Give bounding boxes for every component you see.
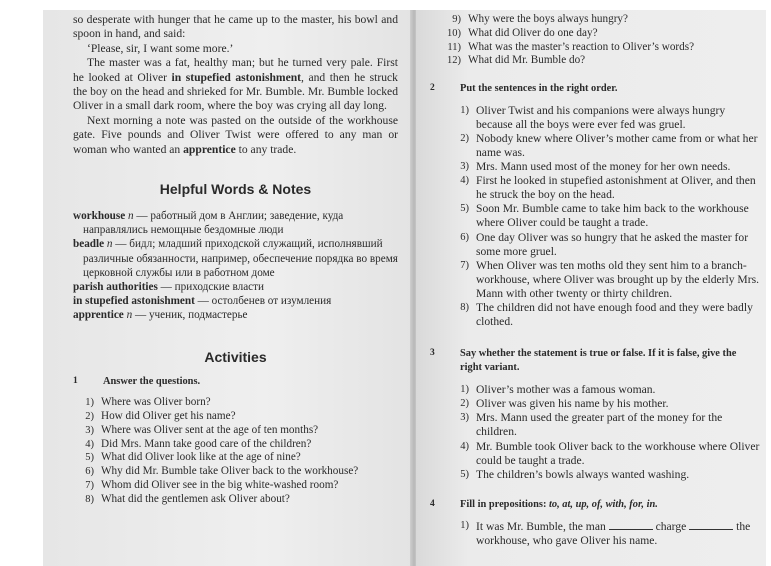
questions-list-continued: [440, 13, 760, 68]
list-item: 7) When Oliver was ten moths old they sent him to a branch-workhouse, where Oliver was brought up by the elderly Mrs. Mann with other twenty or thirty children.: [460, 258, 760, 300]
list-item: 11) What was the master’s reaction to Oliver’s words?: [447, 40, 695, 53]
list-item: 10) What did Oliver do one day?: [447, 26, 598, 39]
list-item: 5) The children’s bowls always wanted washing.: [460, 467, 690, 481]
list-item: 6) One day Oliver was so hungry that he asked the master for some more gruel.: [460, 230, 749, 258]
preposition-list: to, at, up, of, with, for, in.: [549, 498, 658, 510]
list-item: 1) Oliver Twist and his companions were always hungry because all the boys were ever fed was gruel.: [460, 103, 726, 131]
list-item: 3) Mrs. Mann used the greater part of the money for the children.: [460, 411, 723, 439]
fill-in-list: [430, 519, 760, 548]
task-1-header: 1 Answer the questions.: [73, 375, 201, 387]
list-item: 2) Oliver was given his name by his mother.: [460, 397, 669, 411]
list-item: 2) Nobody knew where Oliver’s mother came from or what her name was.: [460, 131, 758, 159]
list-item: 4) First he looked in stupefied astonishment at Oliver, and then he struck the boy on the head.: [460, 174, 756, 202]
list-item: 1) Where was Oliver born?: [85, 396, 211, 409]
task-2-header: 2 Put the sentences in the right order.: [430, 83, 618, 95]
note-item: in stupefied astonishment — остолбенев от изумления: [73, 295, 332, 308]
list-item: 7) Whom did Oliver see in the big white-washed room?: [85, 478, 339, 491]
activities-heading: Activities: [204, 348, 267, 365]
notes-heading: Helpful Words & Notes: [159, 181, 312, 198]
task-4-header: 4 Fill in prepositions: to, at, up, of, with, for, in.: [430, 498, 658, 510]
note-item: beadle n — бидл; младший приходской служащий, исполнявший различные обязанности, например, обеспечение порядка во время церковной службы или в работном доме: [73, 238, 398, 279]
term-highlight: apprentice: [183, 142, 236, 156]
list-item: 3) Mrs. Mann used most of the money for her own needs.: [460, 160, 731, 174]
left-page: [43, 10, 412, 566]
task-3-header: 3 Say whether the statement is true or false. If it is false, give the right variant.: [430, 348, 737, 373]
list-item: 4) Did Mrs. Mann take good care of the children?: [85, 437, 312, 450]
sentences-list: [430, 104, 760, 330]
answer-blank[interactable]: [689, 519, 733, 530]
list-item: 9) Why were the boys always hungry?: [452, 13, 628, 25]
list-item: 12) What did Mr. Bumble do?: [447, 54, 586, 67]
list-item: 1) It was Mr. Bumble, the man charge the workhouse, who gave Oliver his name.: [460, 520, 751, 548]
list-item: 5) What did Oliver look like at the age of nine?: [85, 451, 301, 464]
story-quote: ‘Please, sir, I want some more.’: [87, 41, 234, 55]
story-paragraph-3: Next morning a note was pasted on the outside of the workhouse gate. Five pounds and Oliver Twist were offered to any man or woman who wanted an apprentice to any trade.: [73, 113, 398, 156]
list-item: 3) Where was Oliver sent at the age of ten months?: [85, 423, 319, 436]
list-item: 8) The children did not have enough food and they were badly clothed.: [460, 301, 753, 329]
list-item: 5) Soon Mr. Bumble came to take him back to the workhouse where Oliver could be taught a trade.: [460, 202, 749, 230]
term-highlight: in stupefied astonishment: [171, 70, 302, 84]
story-paragraph-1: so desperate with hunger that he came up to the master, his bowl and spoon in hand, and said:: [73, 13, 398, 41]
story-paragraph-2: The master was a fat, healthy man; but he turned very pale. First he looked at Oliver in stupefied astonishment, and then he struck the boy on the head and shrieked for Mr. Bumble. Mr. Bumble locked Oliver in a small dark room, where the boy was crying all day long.: [73, 56, 398, 113]
answer-blank[interactable]: [609, 519, 653, 530]
list-item: 8) What did the gentlemen ask Oliver about?: [85, 492, 290, 505]
note-item: parish authorities — приходские власти: [73, 281, 265, 294]
notes-list: [73, 209, 398, 323]
statements-list: [430, 383, 760, 482]
list-item: 4) Mr. Bumble took Oliver back to the workhouse where Oliver could be taught a trade.: [460, 439, 760, 467]
list-item: 6) Why did Mr. Bumble take Oliver back to the workhouse?: [85, 465, 359, 478]
list-item: 2) How did Oliver get his name?: [85, 409, 236, 422]
list-item: 1) Oliver’s mother was a famous woman.: [460, 383, 656, 397]
questions-list: [73, 396, 398, 506]
right-page: [416, 10, 766, 566]
note-item: workhouse n — работный дом в Англии; заведение, куда направлялись немощные бездомные люди: [73, 210, 344, 237]
note-item: apprentice n — ученик, подмастерье: [73, 309, 248, 322]
